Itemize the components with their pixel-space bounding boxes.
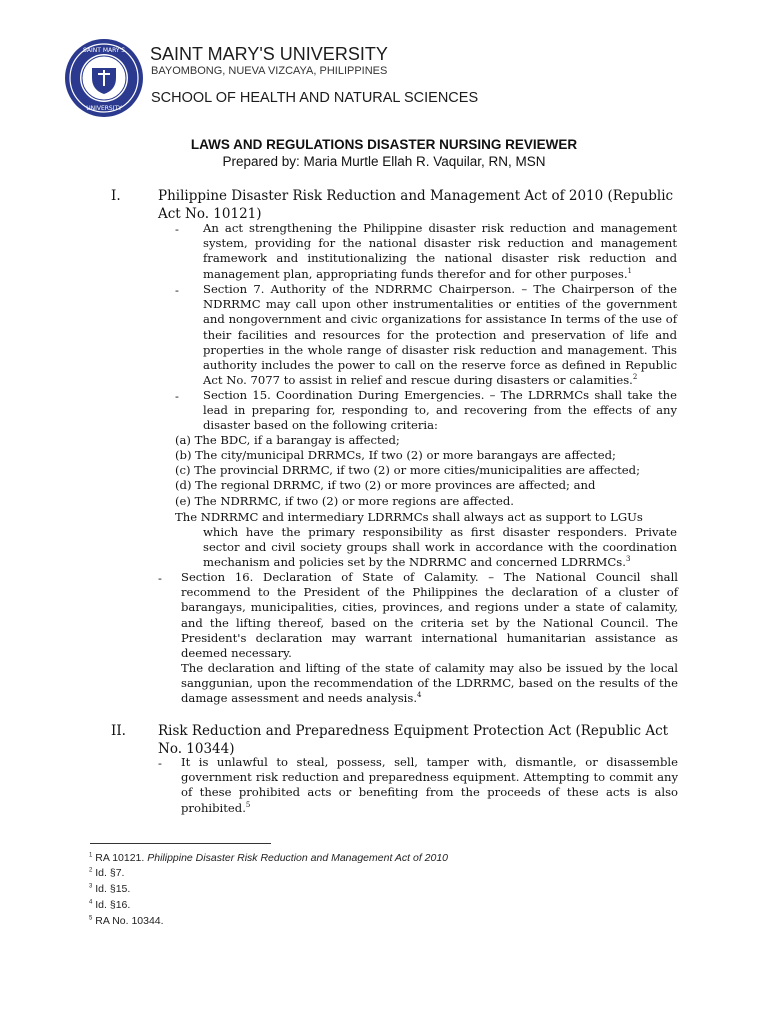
prepared-by: Prepared by: Maria Murtle Ellah R. Vaquilar, RN, MSN bbox=[222, 154, 546, 169]
svg-text:UNIVERSITY: UNIVERSITY bbox=[86, 105, 122, 112]
criteria-item: (e) The NDRRMC, if two (2) or more regions are affected. bbox=[175, 494, 514, 508]
section-title: Risk Reduction and Preparedness Equipment Protection Act (Republic Act No. 10344) bbox=[158, 723, 669, 757]
section16-continuation: The declaration and lifting of the state of calamity may also be issued by the local sanggunian, upon the recommendation of the LDRRMC, based on the results of the damage assessment and needs analysis.$^4$ bbox=[181, 661, 678, 706]
list-item: Section 7. Authority of the NDRRMC Chairperson. – The Chairperson of the NDRRMC may call upon other instrumentalities or entities of the government and nongovernment and civic organizations for assistance In terms of the use of their facilities and resources for the protection and preservation of life and properties in the whole range of disaster risk reduction and management. This authority includes the power to call on the reserve force as defined in Republic Act No. 7077 to assist in relief and rescue during disasters or calamities.$^2$ bbox=[203, 282, 677, 388]
list-item: It is unlawful to steal, possess, sell, tamper with, dismantle, or disassemble government risk reduction and preparedness equipment. Attempting to commit any of these prohibited acts or benefiting from the proceeds of these acts is also prohibited.$^5$ bbox=[181, 755, 678, 815]
list-item: Section 15. Coordination During Emergencies. – The LDRRMCs shall take the lead in preparing for, responding to, and recovering from the effects of any disaster based on the following criteria: bbox=[203, 388, 677, 433]
bullet-dash: - bbox=[158, 571, 162, 585]
section-number: I. bbox=[111, 188, 121, 204]
footnote: $^5$ RA No. 10344. bbox=[89, 915, 164, 927]
footnote: $^1$ RA 10121. Philippine Disaster Risk Reduction and Management Act of 2010 bbox=[89, 852, 449, 864]
bullet-dash: - bbox=[175, 389, 179, 403]
section-title: Philippine Disaster Risk Reduction and Management Act of 2010 (Republic Act No. 10121) bbox=[158, 188, 674, 222]
footnote-divider bbox=[90, 843, 271, 844]
criteria-item: (c) The provincial DRRMC, if two (2) or more cities/municipalities are affected; bbox=[175, 463, 640, 477]
criteria-item: (d) The regional DRRMC, if two (2) or more provinces are affected; and bbox=[175, 478, 596, 492]
svg-text:SAINT MARY'S: SAINT MARY'S bbox=[82, 47, 126, 54]
footnote: $^3$ Id. §15. bbox=[89, 883, 131, 895]
bullet-dash: - bbox=[158, 756, 162, 770]
university-name: SAINT MARY'S UNIVERSITY bbox=[150, 44, 388, 64]
footnote: $^2$ Id. §7. bbox=[89, 867, 125, 879]
criteria-item: (a) The BDC, if a barangay is affected; bbox=[175, 433, 400, 447]
list-item: An act strengthening the Philippine disaster risk reduction and management system, providing for the national disaster risk reduction and management framework and institutionalizing the national disaster risk reduction and management plan, appropriating funds therefor and for other purposes.$^1$ bbox=[203, 221, 677, 281]
bullet-dash: - bbox=[175, 222, 179, 236]
list-item-section16: Section 16. Declaration of State of Calamity. – The National Council shall recommend to the President of the Philippines the declaration of a cluster of barangays, municipalities, cities, provinces, and regions under a state of calamity, and the lifting thereof, based on the criteria set by the National Council. The President's declaration may warrant international humanitarian assistance as deemed necessary. bbox=[181, 570, 678, 661]
document-title: LAWS AND REGULATIONS DISASTER NURSING REVIEWER bbox=[190, 137, 578, 152]
section-number: II. bbox=[111, 723, 126, 739]
support-paragraph: The NDRRMC and intermediary LDRRMCs shall always act as support to LGUs bbox=[175, 510, 643, 524]
university-seal-logo bbox=[64, 38, 144, 118]
footnote: $^4$ Id. §16. bbox=[89, 899, 131, 911]
bullet-dash: - bbox=[175, 283, 179, 297]
university-location: BAYOMBONG, NUEVA VIZCAYA, PHILIPPINES bbox=[151, 65, 388, 77]
criteria-item: (b) The city/municipal DRRMCs, If two (2) or more barangays are affected; bbox=[175, 448, 616, 462]
school-name: SCHOOL OF HEALTH AND NATURAL SCIENCES bbox=[151, 90, 479, 106]
support-paragraph-cont: which have the primary responsibility as first disaster responders. Private sector and civil society groups shall work in accordance with the coordination mechanism and policies set by the NDRRMC and concerned LDRRMCs.$^3$ bbox=[203, 525, 677, 570]
